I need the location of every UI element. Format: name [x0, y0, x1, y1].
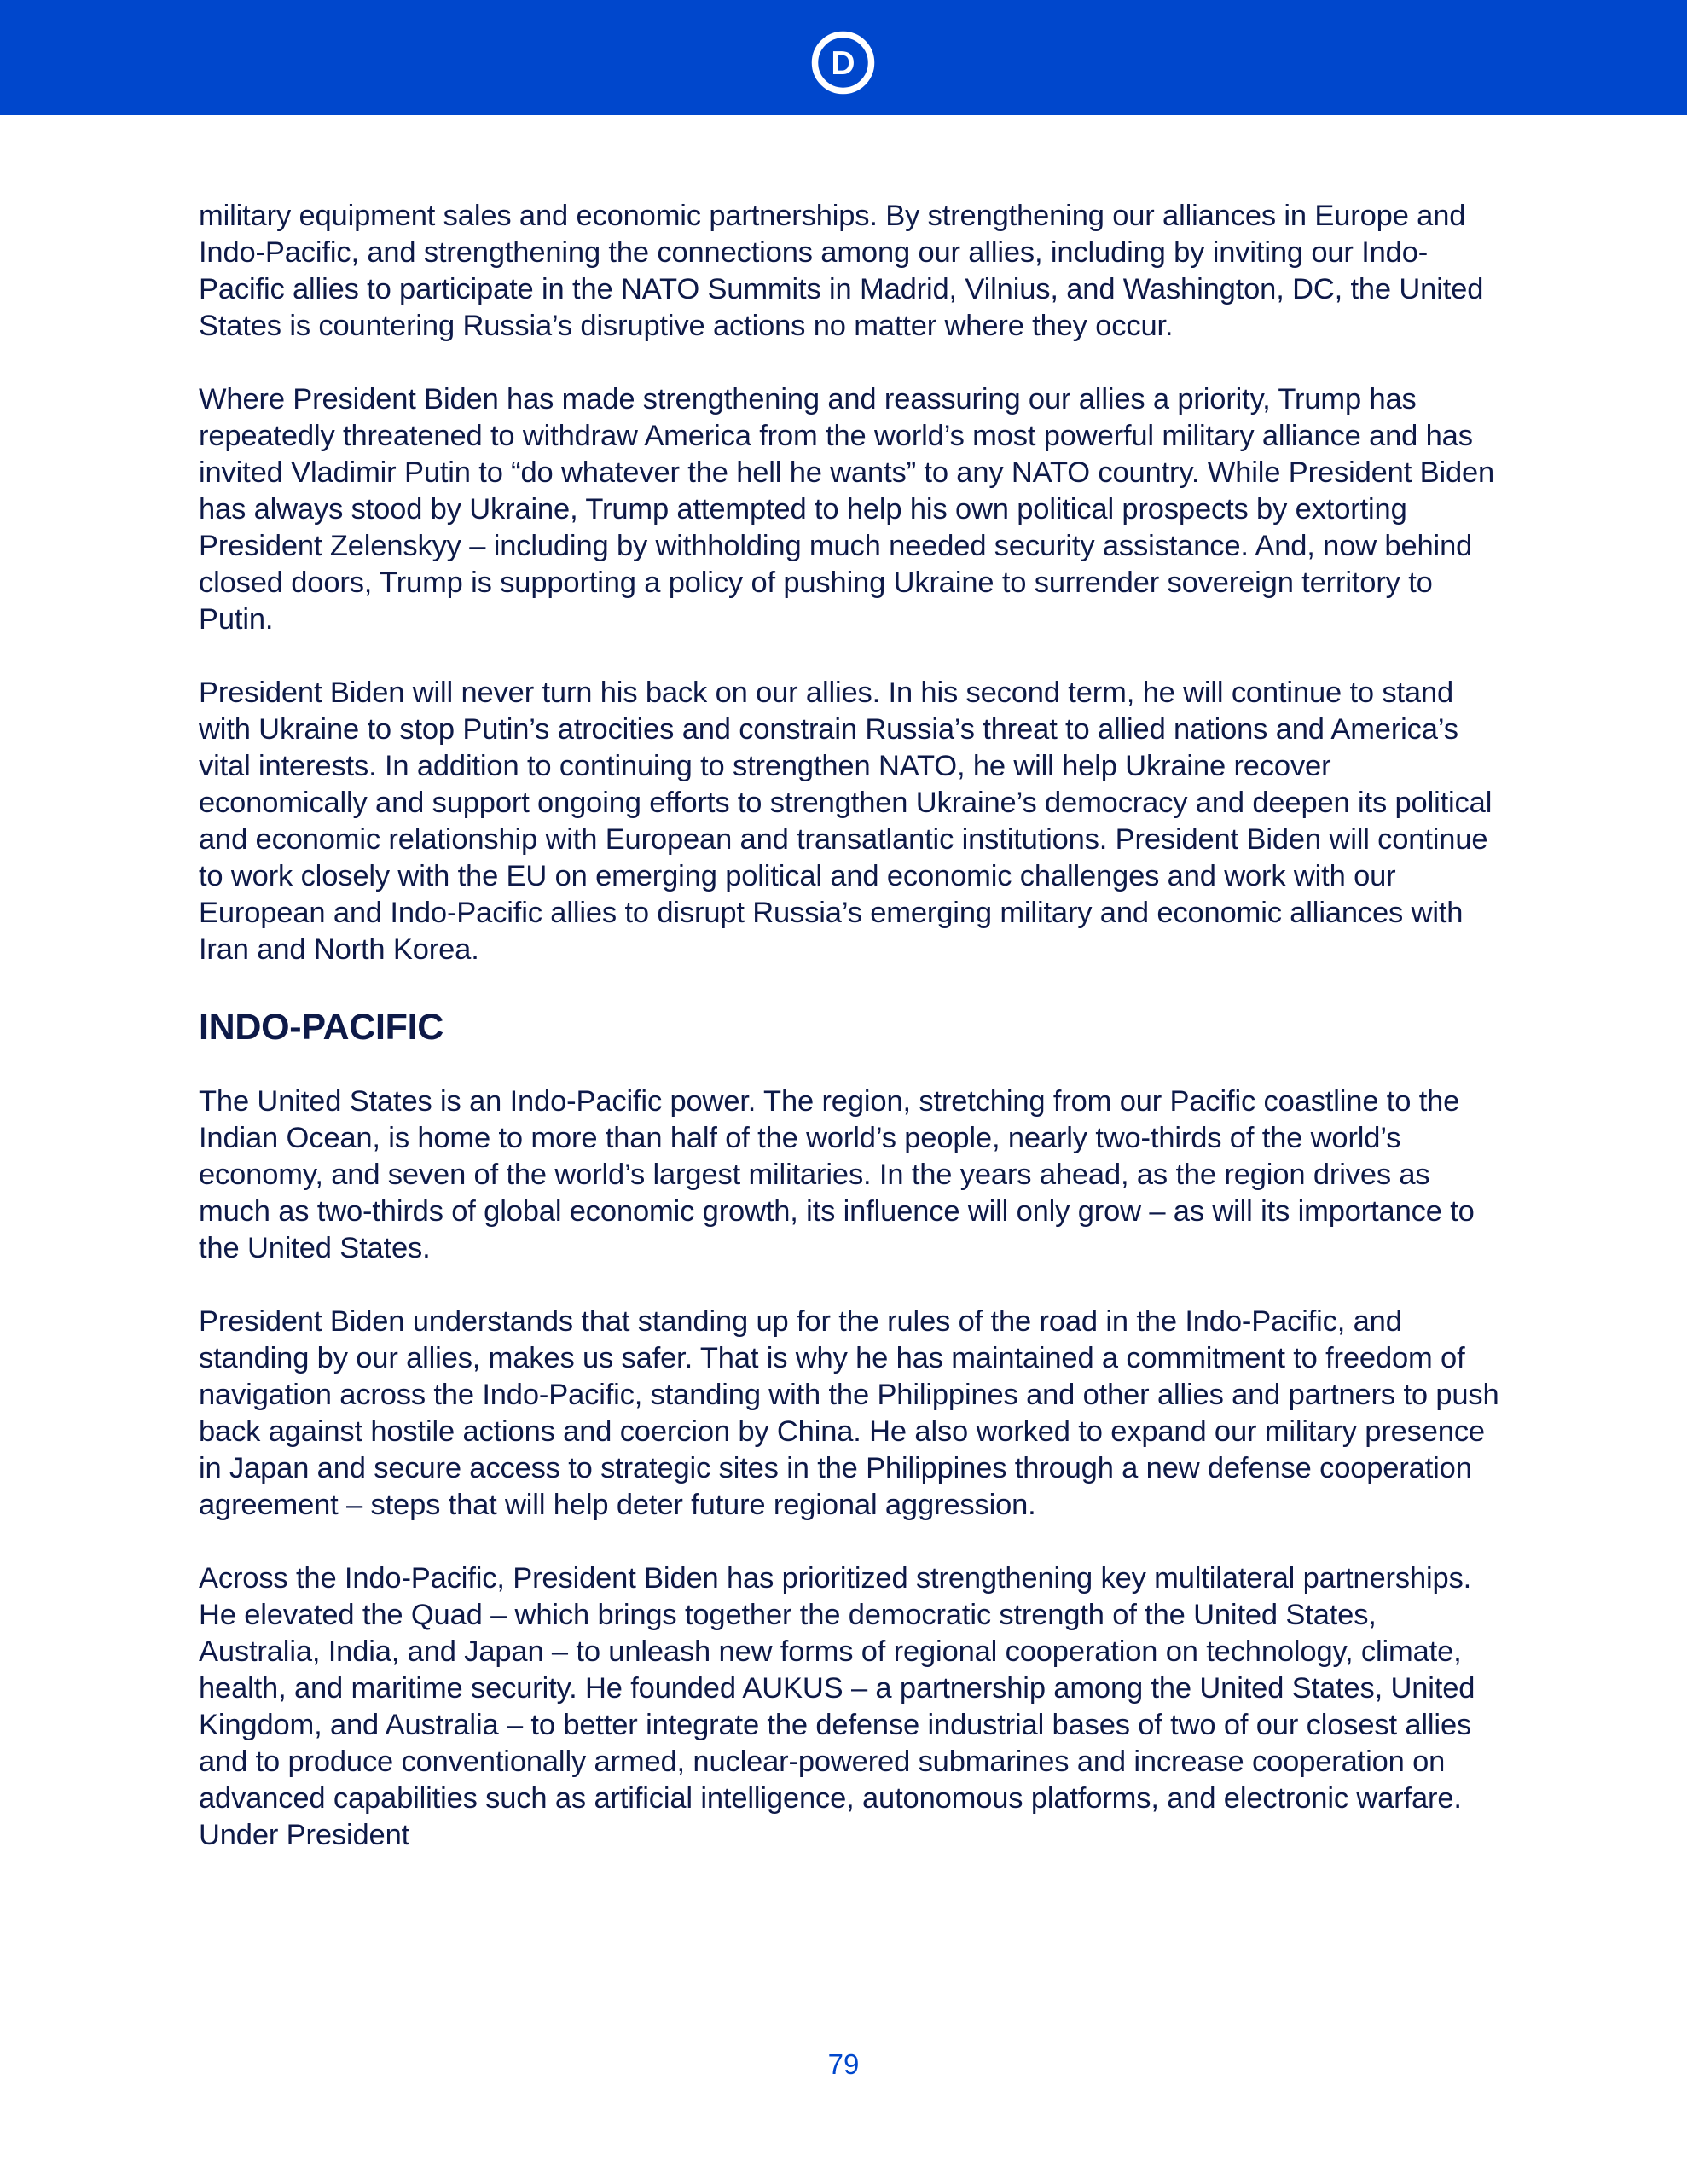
- body-paragraph: Where President Biden has made strengthening and reassuring our allies a priority, Trump has repeatedly threatened to withdraw America from the world’s most powerful military alliance and has invited Vladimir Putin to “do whatever the hell he wants” to any NATO country. While President Biden has always stood by Ukraine, Trump attempted to help his own political prospects by extorting President Zelenskyy – including by withholding much needed security assistance. And, now behind closed doors, Trump is supporting a policy of pushing Ukraine to surrender sovereign territory to Putin.: [199, 383, 1495, 636]
- body-paragraph: The United States is an Indo-Pacific power. The region, stretching from our Pacific coastline to the Indian Ocean, is home to more than half of the world’s people, nearly two-thirds of the world’s economy, and seven of the world’s largest militaries. In the years ahead, as the region drives as much as two-thirds of global economic growth, its influence will only grow – as will its importance to the United States.: [199, 1085, 1475, 1264]
- democratic-party-logo-icon: [811, 31, 875, 95]
- document-body: [199, 198, 1504, 1891]
- section-heading: INDO-PACIFIC: [199, 1007, 444, 1048]
- page-number: 79: [827, 2048, 860, 2080]
- body-paragraph: military equipment sales and economic partnerships. By strengthening our alliances in Europe and Indo-Pacific, and strengthening the connections among our allies, including by inviting our Indo-Pacific allies to participate in the NATO Summits in Madrid, Vilnius, and Washington, DC, the United States is countering Russia’s disruptive actions no matter where they occur.: [199, 200, 1484, 342]
- body-paragraph: President Biden understands that standing up for the rules of the road in the Indo-Pacific, and standing by our allies, makes us safer. That is why he has maintained a commitment to freedom of navigation across the Indo-Pacific, standing with the Philippines and other allies and partners to push back against hostile actions and coercion by China. He also worked to expand our military presence in Japan and secure access to strategic sites in the Philippines through a new defense cooperation agreement – steps that will help deter future regional aggression.: [199, 1305, 1499, 1521]
- body-paragraph: Across the Indo-Pacific, President Biden has prioritized strengthening key multilateral partnerships. He elevated the Quad – which brings together the democratic strength of the United States, Australia, India, and Japan – to unleash new forms of regional cooperation on technology, climate, health, and maritime security. He founded AUKUS – a partnership among the United States, United Kingdom, and Australia – to better integrate the defense industrial bases of two of our closest allies and to produce conventionally armed, nuclear-powered submarines and increase cooperation on advanced capabilities such as artificial intelligence, autonomous platforms, and electronic warfare. Under President: [199, 1562, 1475, 1851]
- header-bar: [0, 0, 1687, 115]
- logo-letter: D: [831, 45, 855, 82]
- body-paragraph: President Biden will never turn his back on our allies. In his second term, he will continue to stand with Ukraine to stop Putin’s atrocities and constrain Russia’s threat to allied nations and America’s vital interests. In addition to continuing to strengthen NATO, he will help Ukraine recover economically and support ongoing efforts to strengthen Ukraine’s democracy and deepen its political and economic relationship with European and transatlantic institutions. President Biden will continue to work closely with the EU on emerging political and economic challenges and work with our European and Indo-Pacific allies to disrupt Russia’s emerging military and economic alliances with Iran and North Korea.: [199, 677, 1493, 966]
